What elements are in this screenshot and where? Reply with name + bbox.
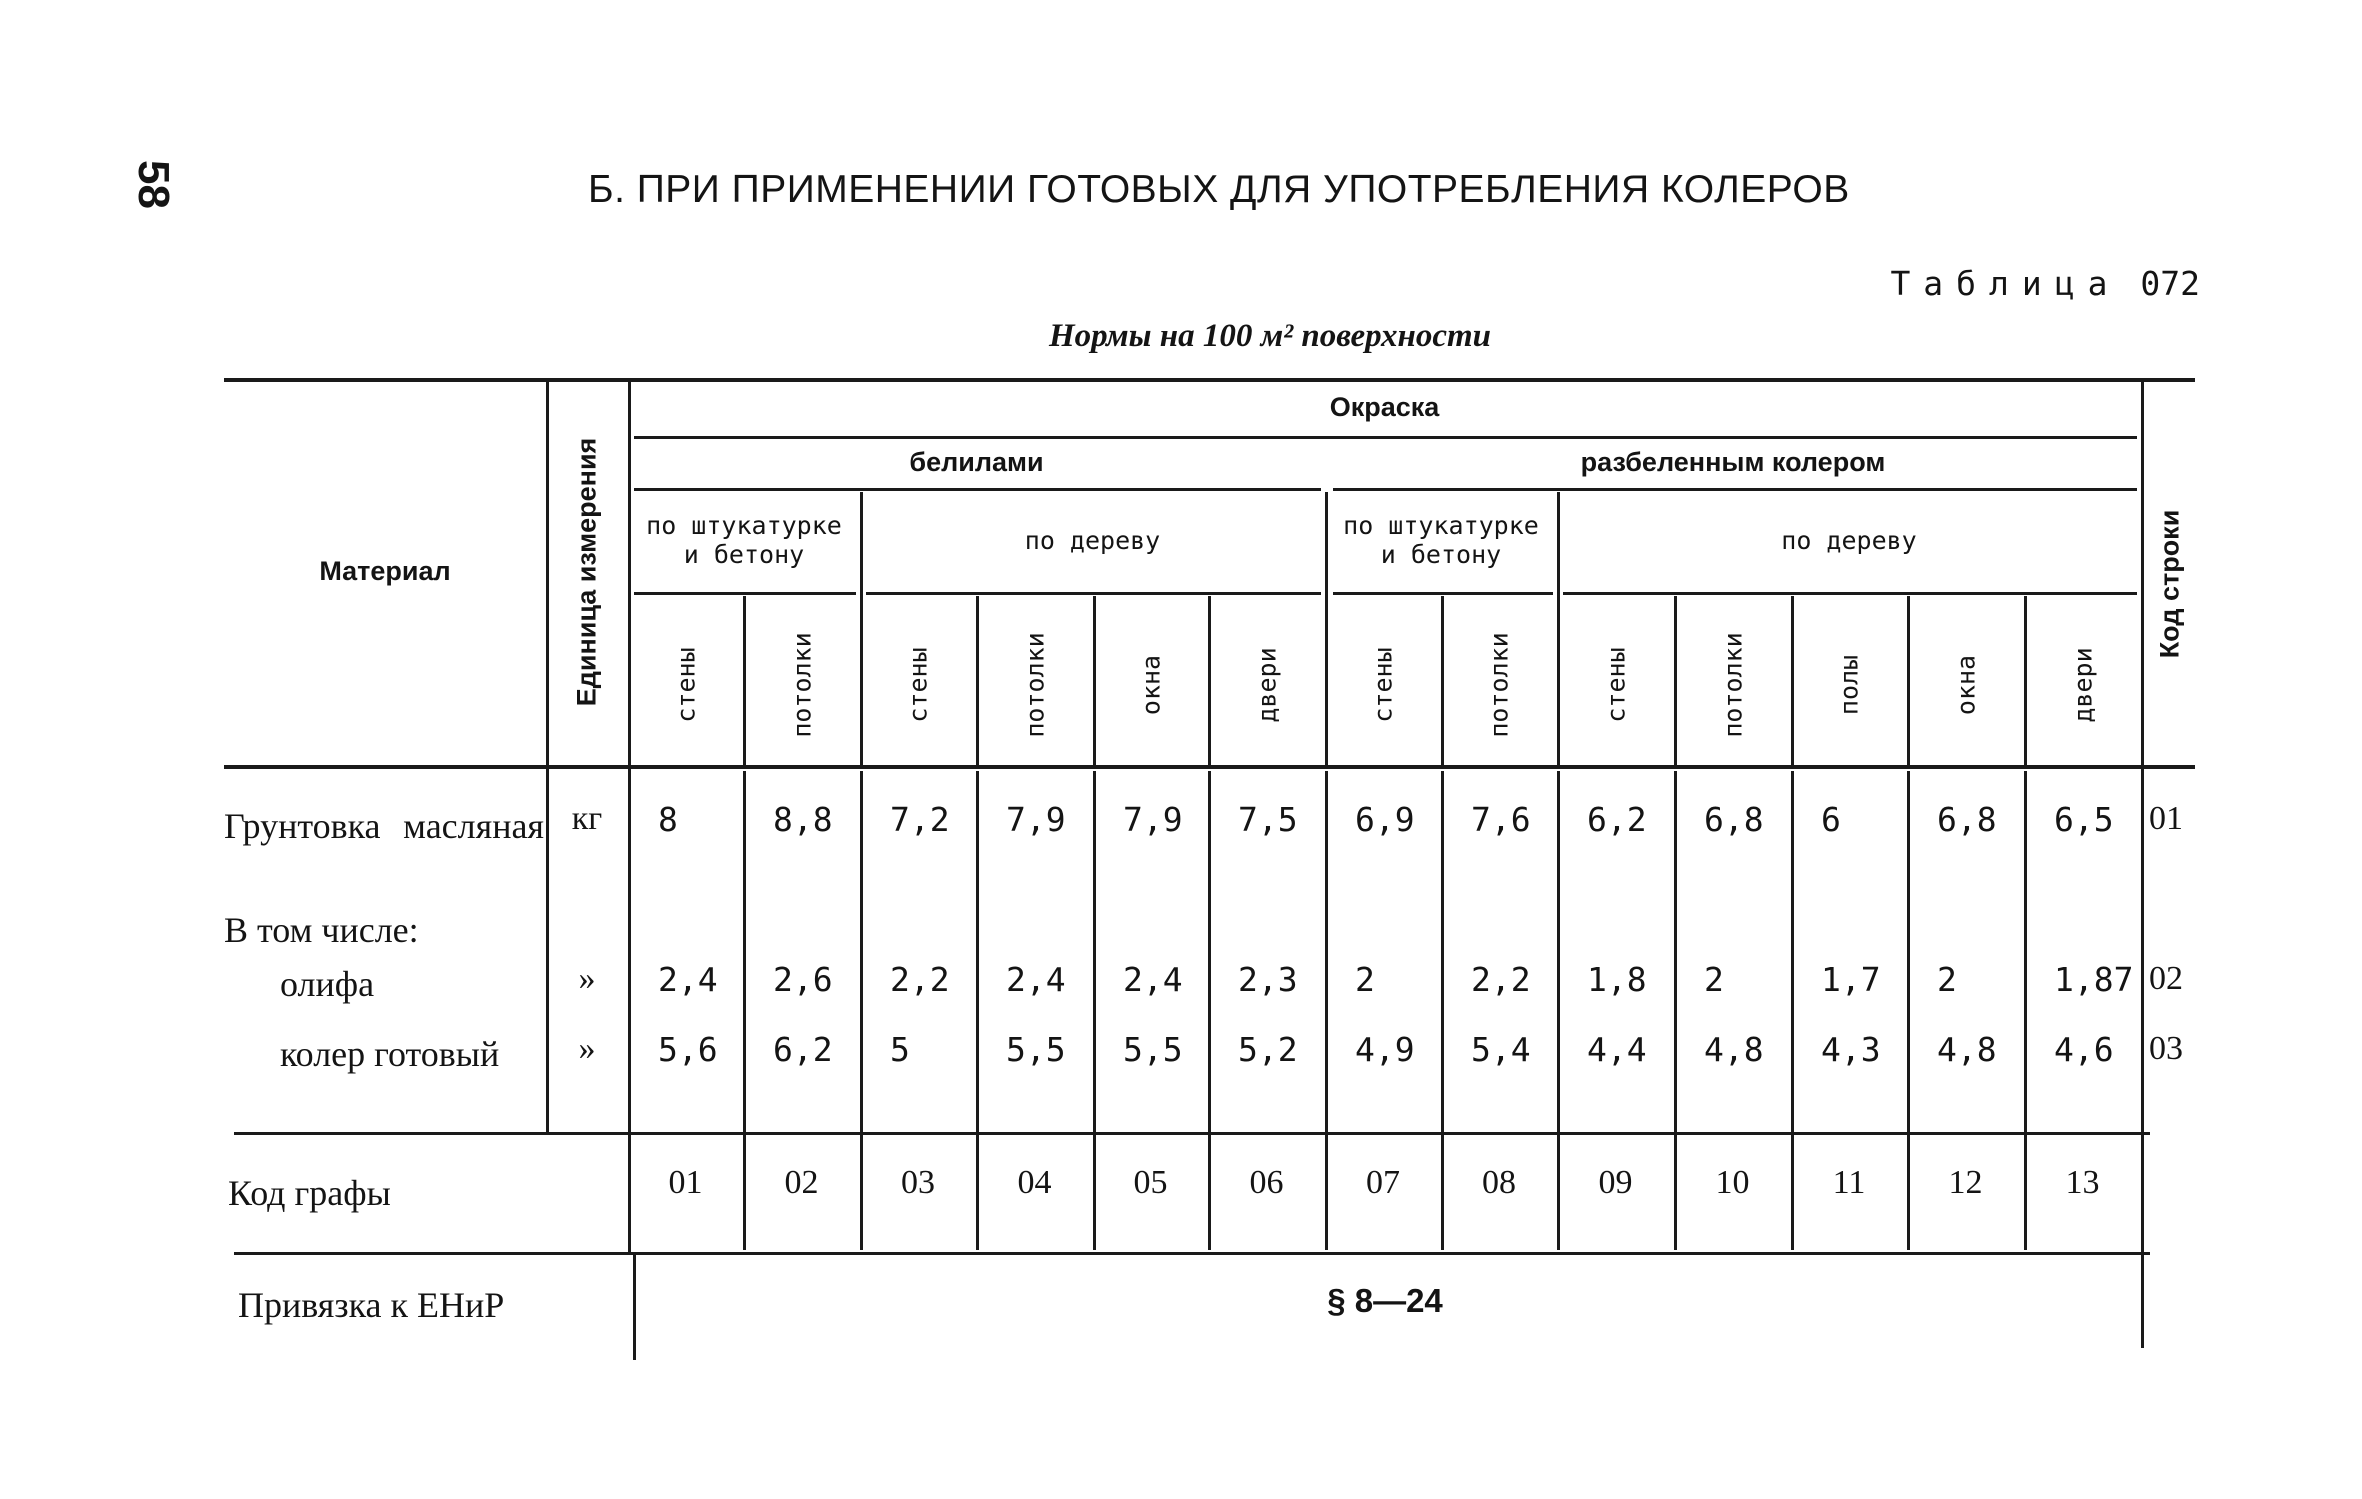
row-label-primer: Грунтовка масляная — [224, 806, 544, 846]
column-rule-2 — [860, 492, 863, 765]
cell-ready-color-3: 5 — [890, 1030, 910, 1069]
surface-rule-4 — [1563, 592, 2137, 595]
row-label-drying-oil: олифа — [280, 964, 375, 1004]
cell-ready-color-2: 6,2 — [773, 1030, 833, 1069]
header-column-4: потолки — [1020, 631, 1049, 738]
cell-drying-oil-6: 2,3 — [1238, 960, 1298, 999]
cell-drying-oil-2: 2,6 — [773, 960, 833, 999]
cell-ready-color-1: 5,6 — [658, 1030, 718, 1069]
header-subgroup-whitewash: белилами — [909, 446, 1044, 477]
column-code-10: 10 — [1715, 1164, 1750, 1201]
surface-rule-3 — [1333, 592, 1553, 595]
cell-primer-4: 7,9 — [1006, 800, 1066, 839]
reference-right-rule — [2141, 1252, 2144, 1348]
cell-primer-9: 6,2 — [1587, 800, 1647, 839]
cell-drying-oil-3: 2,2 — [890, 960, 950, 999]
page-number: 58 — [129, 160, 178, 209]
column-code-9: 09 — [1598, 1164, 1633, 1201]
column-rule-12 — [2024, 596, 2027, 765]
cell-primer-8: 7,6 — [1471, 800, 1531, 839]
row-code-rule — [2141, 378, 2144, 1252]
column-rule-10 — [1791, 596, 1794, 765]
column-rule-11 — [1907, 596, 1910, 765]
cell-ready-color-5: 5,5 — [1123, 1030, 1183, 1069]
column-rule-8 — [1557, 492, 1560, 765]
header-column-7: стены — [1368, 646, 1398, 723]
cell-primer-5: 7,9 — [1123, 800, 1183, 839]
header-unit: Единица измерения — [571, 437, 602, 706]
column-codes-label: Код графы — [228, 1173, 391, 1213]
cell-ready-color-8: 5,4 — [1471, 1030, 1531, 1069]
reference-label: Привязка к ЕНиР — [238, 1285, 505, 1325]
unit-primer: кг — [571, 800, 603, 837]
row-code-primer: 01 — [2149, 800, 2183, 837]
header-column-13: двери — [2068, 646, 2097, 723]
cell-drying-oil-9: 1,8 — [1587, 960, 1647, 999]
column-rule-6 — [1325, 492, 1328, 765]
header-column-9: стены — [1601, 646, 1630, 723]
cell-ready-color-12: 4,8 — [1937, 1030, 1997, 1069]
column-code-7: 07 — [1366, 1164, 1400, 1201]
unit-drying-oil: » — [578, 960, 596, 997]
column-code-11: 11 — [1832, 1164, 1866, 1201]
surface-rule-2 — [866, 592, 1321, 595]
table-label-word: Таблица — [1890, 264, 2121, 303]
cell-ready-color-9: 4,4 — [1587, 1030, 1647, 1069]
column-code-12: 12 — [1948, 1164, 1983, 1201]
header-column-10: потолки — [1718, 631, 1747, 738]
cell-drying-oil-10: 2 — [1704, 960, 1724, 999]
cell-primer-12: 6,8 — [1937, 800, 1997, 839]
row-code-ready-color: 03 — [2149, 1030, 2183, 1067]
column-code-1: 01 — [668, 1164, 703, 1201]
reference-value: § 8—24 — [1327, 1282, 1443, 1319]
header-group: Окраска — [1329, 391, 1440, 422]
cell-drying-oil-7: 2 — [1355, 960, 1375, 999]
cell-drying-oil-5: 2,4 — [1123, 960, 1183, 999]
cell-drying-oil-11: 1,7 — [1821, 960, 1881, 999]
header-surface-4: по дереву — [1781, 525, 1917, 555]
cell-drying-oil-13: 1,87 — [2054, 960, 2134, 999]
unit-ready-color: » — [578, 1030, 596, 1067]
row-label-including: В том числе: — [224, 910, 419, 950]
column-rule-4 — [1093, 596, 1096, 765]
cell-ready-color-7: 4,9 — [1355, 1030, 1415, 1069]
reference-left-rule — [633, 1252, 636, 1360]
column-rule-9 — [1674, 596, 1677, 765]
header-column-2: потолки — [787, 631, 816, 738]
cell-ready-color-11: 4,3 — [1821, 1030, 1881, 1069]
header-bottom-rule — [224, 765, 2195, 769]
header-material: Материал — [319, 556, 451, 586]
header-column-3: стены — [903, 646, 933, 723]
cell-primer-10: 6,8 — [1704, 800, 1764, 839]
column-code-2: 02 — [784, 1164, 819, 1201]
column-code-8: 08 — [1482, 1164, 1516, 1201]
data-bottom-rule — [234, 1132, 2150, 1135]
cell-ready-color-6: 5,2 — [1238, 1030, 1298, 1069]
cell-primer-1: 8 — [658, 800, 678, 839]
column-code-6: 06 — [1249, 1164, 1284, 1201]
cell-primer-3: 7,2 — [890, 800, 950, 839]
header-column-8: потолки — [1484, 631, 1514, 738]
cell-primer-13: 6,5 — [2054, 800, 2114, 839]
header-subgroup-tinted: разбеленным колером — [1580, 446, 1886, 477]
column-code-5: 05 — [1133, 1164, 1168, 1201]
header-surface-2: по дереву — [1024, 525, 1161, 555]
cell-ready-color-13: 4,6 — [2054, 1030, 2114, 1069]
column-rule-5 — [1208, 596, 1211, 765]
column-code-3: 03 — [901, 1164, 935, 1201]
table-label-number: 072 — [2140, 264, 2200, 303]
surface-rule-1 — [634, 592, 856, 595]
cell-primer-11: 6 — [1821, 800, 1841, 839]
cell-primer-7: 6,9 — [1355, 800, 1415, 839]
cell-ready-color-4: 5,5 — [1006, 1030, 1066, 1069]
section-title: Б. ПРИ ПРИМЕНЕНИИ ГОТОВЫХ ДЛЯ УПОТРЕБЛЕНИЯ КОЛЕРОВ — [588, 168, 1850, 211]
header-row-code: Код строки — [2154, 509, 2185, 658]
cell-drying-oil-8: 2,2 — [1471, 960, 1531, 999]
header-column-11: полы — [1834, 654, 1864, 715]
column-code-4: 04 — [1017, 1164, 1052, 1201]
table-caption: Нормы на 100 м² поверхности — [1048, 318, 1492, 354]
column-rule-7 — [1441, 596, 1444, 765]
cell-drying-oil-1: 2,4 — [658, 960, 718, 999]
row-label-ready-color: колер готовый — [280, 1034, 500, 1074]
table-label — [1890, 264, 2200, 303]
column-rule-1 — [743, 596, 746, 765]
header-column-1: стены — [671, 646, 700, 723]
header-column-12: окна — [1951, 654, 1980, 715]
unit-left-rule — [546, 378, 549, 1132]
cell-drying-oil-4: 2,4 — [1006, 960, 1066, 999]
header-column-6: двери — [1252, 646, 1281, 723]
codes-bottom-rule — [234, 1252, 2150, 1255]
column-code-13: 13 — [2065, 1164, 2100, 1201]
cell-primer-6: 7,5 — [1238, 800, 1298, 839]
column-rule-3 — [976, 596, 979, 765]
cell-primer-2: 8,8 — [773, 800, 833, 839]
cell-ready-color-10: 4,8 — [1704, 1030, 1764, 1069]
header-column-5: окна — [1136, 654, 1165, 715]
cell-drying-oil-12: 2 — [1937, 960, 1957, 999]
header-surface-3: по штукатурке и бетону — [1343, 511, 1539, 569]
unit-right-rule — [628, 378, 631, 1132]
header-surface-1: по штукатурке и бетону — [646, 511, 842, 569]
row-code-drying-oil: 02 — [2149, 960, 2183, 997]
